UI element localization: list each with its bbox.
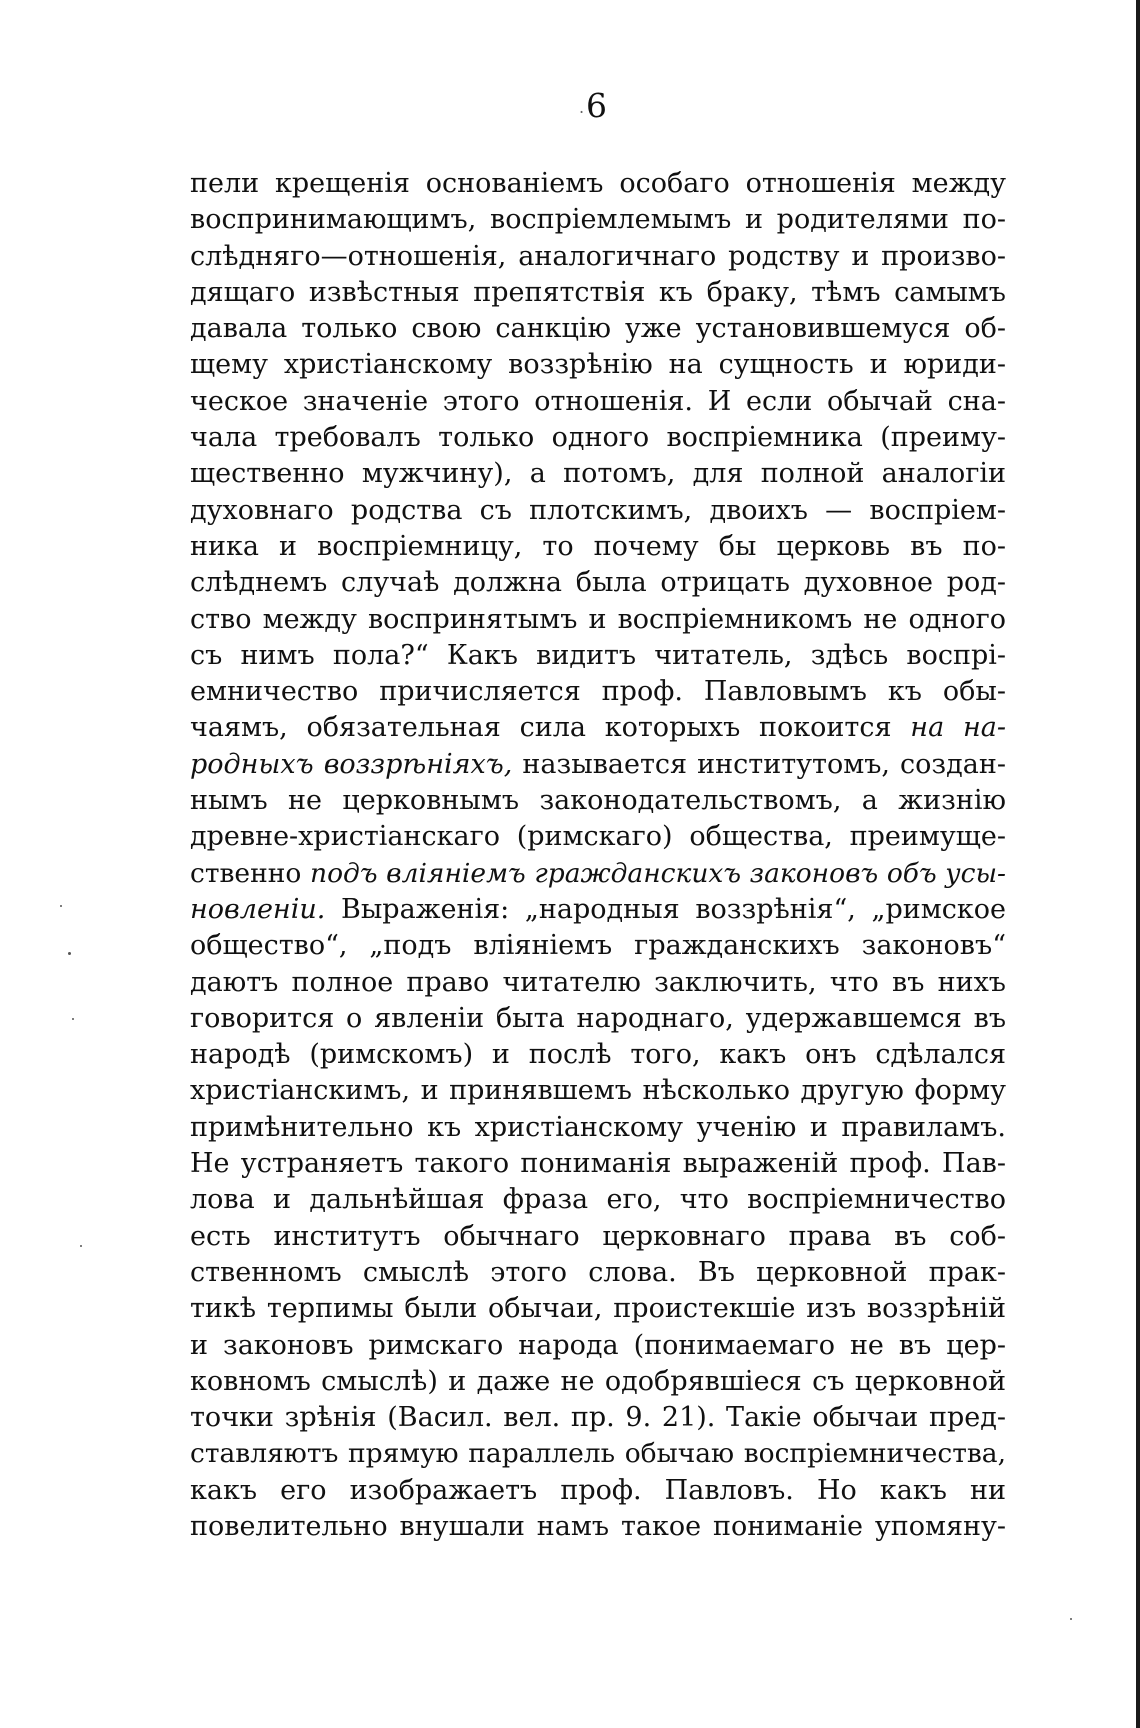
text-segment: Не устраняетъ такого пониманія выраженій проф. Пав- — [190, 1148, 1006, 1180]
body-text — [190, 166, 1006, 1545]
scan-speck — [72, 1018, 74, 1020]
scan-speck — [60, 905, 62, 907]
text-line — [190, 1255, 1006, 1291]
text-segment: духовнаго родства съ плотскимъ, двоихъ — воспріем- — [190, 494, 1006, 526]
text-segment: слѣднемъ случаѣ должна была отрицать духовное род- — [190, 567, 1006, 599]
text-line — [190, 202, 1006, 238]
text-segment: народѣ (римскомъ) и послѣ того, какъ онъ сдѣлался — [190, 1039, 1006, 1071]
text-line — [190, 747, 1006, 783]
page-number-value: 6 — [586, 86, 608, 125]
text-segment: емничество причисляется проф. Павловымъ къ обы- — [190, 676, 1006, 708]
italic-segment: родныхъ воззрѣніяхъ, — [190, 748, 513, 780]
text-line — [190, 1509, 1006, 1545]
text-line — [190, 674, 1006, 710]
text-line — [190, 602, 1006, 638]
text-segment: и законовъ римскаго народа (понимаемаго не въ цер- — [190, 1329, 1006, 1361]
text-segment: какъ его изображаетъ проф. Павловъ. Но какъ ни — [190, 1474, 1006, 1506]
italic-segment: на на- — [910, 712, 1006, 744]
text-segment: пели крещенія основаніемъ особаго отношенія между — [190, 168, 1006, 199]
text-line — [190, 529, 1006, 565]
text-line — [190, 1219, 1006, 1255]
text-line — [190, 965, 1006, 1001]
text-line — [190, 1037, 1006, 1073]
text-line — [190, 347, 1006, 383]
text-line — [190, 928, 1006, 964]
text-segment: есть институтъ обычнаго церковнаго права въ соб- — [190, 1220, 1006, 1252]
text-segment: щественно мужчину), а потомъ, для полной аналогіи — [190, 458, 1006, 490]
text-segment: ковномъ смыслѣ) и даже не одобрявшіеся съ церковной — [190, 1365, 1006, 1397]
italic-segment: новленіи. — [190, 893, 326, 925]
text-segment: ственно — [190, 857, 311, 889]
text-segment: даютъ полное право читателю заключить, что въ нихъ — [190, 966, 1006, 998]
text-line — [190, 384, 1006, 420]
text-segment: повелительно внушали намъ такое пониманіе упомяну- — [190, 1510, 1006, 1542]
text-segment: чала требовалъ только одного воспріемника (преиму- — [190, 422, 1006, 454]
text-line — [190, 1073, 1006, 1109]
text-line — [190, 1436, 1006, 1472]
text-line — [190, 819, 1006, 855]
text-line — [190, 275, 1006, 311]
text-line — [190, 239, 1006, 275]
text-segment: ставляютъ прямую параллель обычаю воспріемничества, — [190, 1438, 1006, 1470]
text-line — [190, 1291, 1006, 1327]
text-segment: лова и дальнѣйшая фраза его, что воспріемничество — [190, 1184, 1006, 1216]
text-line — [190, 1328, 1006, 1364]
text-line — [190, 892, 1006, 928]
page-number — [0, 86, 1140, 128]
text-segment: христіанскимъ, и принявшемъ нѣсколько другую форму — [190, 1075, 1006, 1107]
text-segment: говорится о явленіи быта народнаго, удержавшемся въ — [190, 1002, 1006, 1034]
text-segment: давала только свою санкцію уже установившемуся об- — [190, 313, 1006, 345]
text-segment: тикѣ терпимы были обычаи, проистекшіе изъ воззрѣній — [190, 1293, 1006, 1325]
text-line — [190, 783, 1006, 819]
text-segment: общество“, „подъ вліяніемъ гражданскихъ законовъ“ — [190, 930, 1006, 962]
text-segment: ника и воспріемницу, то почему бы церковь въ по- — [190, 530, 1006, 562]
text-line — [190, 1110, 1006, 1146]
text-line — [190, 1473, 1006, 1509]
scan-speck — [1070, 1618, 1072, 1620]
text-segment: щему христіанскому воззрѣнію на сущность и юриди- — [190, 349, 1006, 381]
text-line — [190, 856, 1006, 892]
text-line — [190, 1182, 1006, 1218]
text-line — [190, 1146, 1006, 1182]
text-line — [190, 166, 1006, 202]
text-line — [190, 420, 1006, 456]
text-line — [190, 1364, 1006, 1400]
text-line — [190, 1001, 1006, 1037]
text-segment: слѣдняго—отношенія, аналогичнаго родству и произво- — [190, 240, 1006, 272]
text-line — [190, 311, 1006, 347]
text-segment: чаямъ, обязательная сила которыхъ покоится — [190, 712, 911, 744]
text-segment: дящаго извѣстныя препятствія къ браку, тѣмъ самымъ — [190, 276, 1006, 308]
text-segment: примѣнительно къ христіанскому ученію и правиламъ. — [190, 1111, 1006, 1143]
text-segment: ственномъ смыслѣ этого слова. Въ церковной прак- — [190, 1256, 1006, 1288]
text-segment: Выраженія: „народныя воззрѣнія“, „римское — [325, 893, 1006, 925]
scan-speck — [68, 952, 71, 955]
text-segment: называется институтомъ, создан- — [512, 748, 1006, 780]
text-segment: ство между воспринятымъ и воспріемникомъ не одного — [190, 603, 1006, 635]
text-line — [190, 456, 1006, 492]
text-segment: съ нимъ пола?“ Какъ видитъ читатель, здѣсь воспрі- — [190, 639, 1006, 671]
text-line — [190, 710, 1006, 746]
text-line — [190, 565, 1006, 601]
page-edge-shadow — [1136, 0, 1140, 1728]
page-number-mark: . — [578, 98, 585, 117]
scan-speck — [80, 1245, 82, 1247]
italic-segment: подъ вліяніемъ гражданскихъ законовъ объ усы- — [310, 857, 1006, 889]
text-line — [190, 638, 1006, 674]
text-segment: точки зрѣнія (Васил. вел. пр. 9. 21). Такіе обычаи пред- — [190, 1402, 1006, 1434]
text-segment: ческое значеніе этого отношенія. И если обычай сна- — [190, 385, 1006, 417]
text-segment: нымъ не церковнымъ законодательствомъ, а жизнію — [190, 785, 1006, 817]
text-line — [190, 1400, 1006, 1436]
text-line — [190, 493, 1006, 529]
text-segment: воспринимающимъ, воспріемлемымъ и родителями по- — [190, 204, 1006, 236]
text-segment: древне-христіанскаго (римскаго) общества, преимуще- — [190, 821, 1006, 853]
